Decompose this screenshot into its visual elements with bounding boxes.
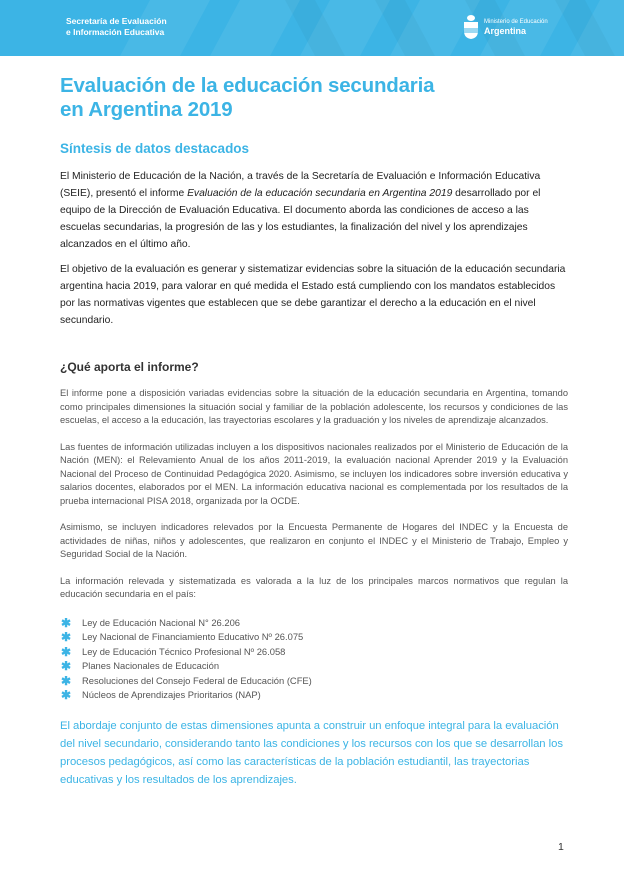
page-content [60, 74, 568, 789]
organization-line-2: e Información Educativa [66, 27, 165, 37]
list-item-text: Planes Nacionales de Educación [82, 660, 220, 671]
asterisk-bullet-icon: ✱ [61, 659, 72, 673]
list-item [60, 688, 568, 703]
list-item [60, 616, 568, 631]
body-paragraph-3: Asimismo, se incluyen indicadores relevados por la Encuesta Permanente de Hogares del INDEC y la Encuesta de actividades de niñas, niños y adolescentes, que realizaron en conjunto el INDEC y el Ministerio de Trabajo, Empleo y Seguridad Social de la Nación. [60, 522, 568, 559]
title-line-1: Evaluación de la educación secundaria [60, 74, 435, 97]
body-paragraph-1: El informe pone a disposición variadas evidencias sobre la situación de la educación secundaria en Argentina, tomando como principales dimensiones la situación social y familiar de la población adolescente, los recursos y condiciones de las escuelas, el acceso a la educación, las trayectorias escolares y la graduación y los niveles de aprendizaje alcanzados. [60, 388, 568, 425]
organization-line-1: Secretaría de Evaluación [66, 16, 167, 26]
page-number: 1 [558, 841, 564, 853]
intro-paragraph-1 [60, 168, 568, 253]
intro-section [60, 168, 568, 329]
body-paragraph-4: La información relevada y sistematizada es valorada a la luz de los principales marcos normativos que regulan la educación secundaria en el país: [60, 575, 568, 599]
asterisk-bullet-icon: ✱ [61, 644, 72, 659]
asterisk-bullet-icon: ✱ [61, 688, 72, 702]
page-header [0, 0, 624, 56]
intro-paragraph-2: El objetivo de la evaluación es generar y sistematizar evidencias sobre la situación de la educación secundaria argentina hacia 2019, para valorar en qué medida el Estado está cumpliendo con los mandatos establecidos por las normativas vigentes que establecen que se debe garantizar el derecho a la educación en el nivel secundario. [60, 264, 566, 326]
list-item [60, 674, 568, 689]
asterisk-bullet-icon: ✱ [61, 615, 72, 630]
body-section [60, 387, 568, 602]
intro-p1-text-a: El Ministerio de Educación de la Nación, a través de la Secretaría de Evaluación e Información Educativa (SEIE), presentó el informe [60, 171, 541, 199]
ministry-line-big: Argentina [484, 26, 527, 36]
body-paragraph-2: Las fuentes de información utilizadas incluyen a los dispositivos nacionales realizados por el Ministerio de Educación de la Nación (MEN): el Relevamiento Anual de los años 2011-2019, la evaluación nacional Aprender 2019 y la Evaluación Nacional del Proceso de Continuidad Pedagógica 2020. Asimismo, se incluyen los indicadores sobre inversión educativa y salarios docentes, elaborados por el MEN. La información educativa nacional es complementada por los resultados de la prueba internacional PISA 2018, organizada por la OCDE. [60, 441, 568, 506]
intro-p1-text-b: desarrollado por el equipo de la Dirección de Evaluación Educativa. El documento aborda las condiciones de acceso a las escuelas secundarias, la progresión de las y los estudiantes, la finalización del nivel y los aprendizajes alcanzados en el último año. [60, 188, 541, 250]
list-item-text: Ley Nacional de Financiamiento Educativo Nº 26.075 [82, 631, 304, 642]
list-item [60, 659, 568, 674]
organization-name [66, 16, 167, 38]
section-heading: ¿Qué aporta el informe? [60, 360, 199, 374]
asterisk-bullet-icon: ✱ [61, 673, 72, 688]
title-line-2: en Argentina 2019 [60, 98, 233, 121]
coat-of-arms-icon [462, 14, 480, 40]
list-item [60, 630, 568, 645]
document-subtitle: Síntesis de datos destacados [60, 141, 250, 156]
list-item-text: Resoluciones del Consejo Federal de Educación (CFE) [82, 674, 312, 686]
list-item-text: Ley de Educación Nacional N° 26.206 [82, 616, 241, 628]
list-item-text: Núcleos de Aprendizajes Prioritarios (NAP) [82, 689, 261, 700]
document-title [60, 74, 568, 122]
list-item [60, 645, 568, 660]
closing-highlight: El abordaje conjunto de estas dimensiones apunta a construir un enfoque integral para la evaluación del nivel secundario, considerando tanto las condiciones y los recursos con los que se desarrollan los procesos pedagógicos, así como las características de la población estudiantil, las trayectorias educativas y los resultados de los aprendizajes. [60, 719, 563, 786]
regulations-list [60, 616, 568, 703]
ministry-name [484, 18, 548, 37]
report-title-italic: Evaluación de la educación secundaria en Argentina 2019 [187, 188, 453, 199]
ministry-line-small: Ministerio de Educación [484, 19, 548, 25]
list-item-text: Ley de Educación Técnico Profesional Nº 26.058 [82, 645, 286, 657]
asterisk-bullet-icon: ✱ [61, 630, 72, 644]
